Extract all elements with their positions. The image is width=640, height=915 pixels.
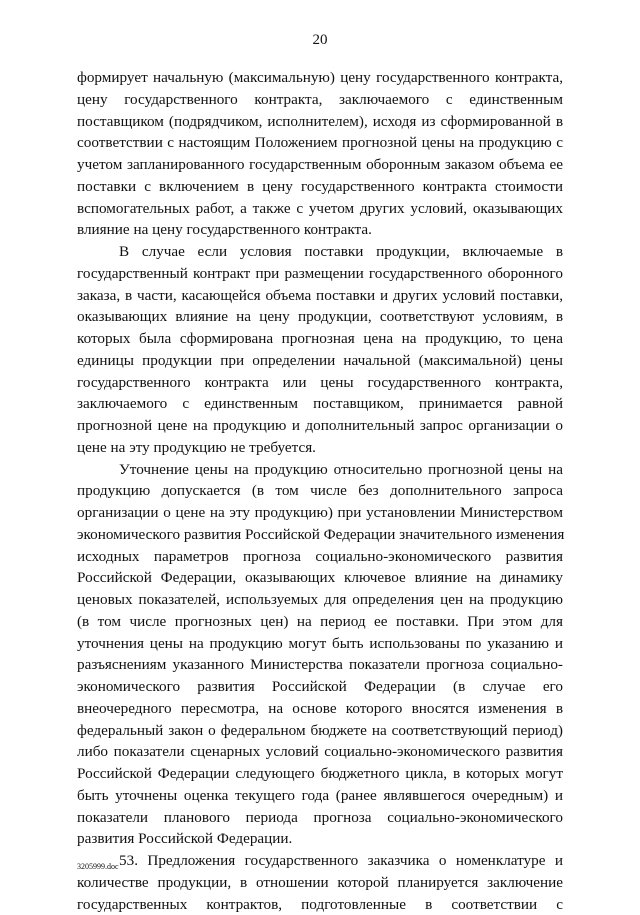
text-line: влияние на цену государственного контракта. [77,219,563,241]
text-line: оказывающих влияние на цену продукции, соответствуют условиям, в [77,306,563,328]
text-line: цене на эту продукцию не требуется. [77,437,563,459]
text-line: формирует начальную (максимальную) цену государственного контракта, [77,67,563,89]
text-line: заказа, в части, касающейся объема поставки и других условий поставки, [77,285,563,307]
page-number: 20 [0,31,640,49]
text-line: экономического развития Российской Федерации значительного изменения [77,524,563,546]
text-line: разъяснениям указанного Министерства показатели прогноза социально- [77,654,563,676]
text-line: количестве продукции, в отношении которой планируется заключение [77,872,563,894]
text-line: вспомогательных работ, а также с учетом других условий, оказывающих [77,198,563,220]
text-line: Российской Федерации, оказывающих ключевое влияние на динамику [77,567,563,589]
text-line: организации о цене на эту продукцию) при установлении Министерством [77,502,563,524]
text-line: 53. Предложения государственного заказчика о номенклатуре и [77,850,563,872]
text-line: развития Российской Федерации. [77,828,563,850]
text-line: продукцию допускается (в том числе без дополнительного запроса [77,480,563,502]
text-line: соответствии с настоящим Положением прогнозной цены на продукцию с [77,132,563,154]
text-line: федеральный закон о федеральном бюджете на соответствующий период) [77,720,563,742]
text-line: внеочередного пересмотра, на основе которого вносятся изменения в [77,698,563,720]
paragraph [77,850,563,915]
text-line: государственных контрактов, подготовленные в соответствии с [77,894,563,915]
text-line: заключаемого с единственным поставщиком, принимается равной [77,393,563,415]
text-line: экономического развития Российской Федерации (в случае его [77,676,563,698]
text-line: цену государственного контракта, заключаемого с единственным [77,89,563,111]
text-line: поставки с включением в цену государственного контракта стоимости [77,176,563,198]
text-line: показатели планового периода прогноза социально-экономического [77,807,563,829]
text-line: государственного контракта или цены государственного контракта, [77,372,563,394]
text-line: которых была сформирована прогнозная цена на продукцию, то цена [77,328,563,350]
text-line: В случае если условия поставки продукции, включаемые в [77,241,563,263]
text-line: (в том числе прогнозных цен) на период ее поставки. При этом для [77,611,563,633]
text-line: поставщиком (подрядчиком, исполнителем), исходя из сформированной в [77,111,563,133]
paragraph [77,67,563,241]
footer-filename: 3205999.doc [77,862,119,872]
text-line: исходных параметров прогноза социально-экономического развития [77,546,563,568]
text-line: прогнозной цене на продукцию и дополнительный запрос организации о [77,415,563,437]
text-line: уточнения цены на продукцию могут быть использованы по указанию и [77,633,563,655]
text-line: Уточнение цены на продукцию относительно прогнозной цены на [77,459,563,481]
text-line: государственный контракт при размещении государственного оборонного [77,263,563,285]
text-line: быть уточнены оценка текущего года (ранее являвшегося очередным) и [77,785,563,807]
text-line: учетом запланированного государственным оборонным заказом объема ее [77,154,563,176]
text-line: единицы продукции при определении начальной (максимальной) цены [77,350,563,372]
text-line: Российской Федерации следующего бюджетного цикла, в которых могут [77,763,563,785]
paragraph [77,459,563,851]
text-line: либо показатели сценарных условий социально-экономического развития [77,741,563,763]
text-line: ценовых показателей, используемых для определения цен на продукцию [77,589,563,611]
paragraph [77,241,563,459]
document-body [77,67,563,915]
